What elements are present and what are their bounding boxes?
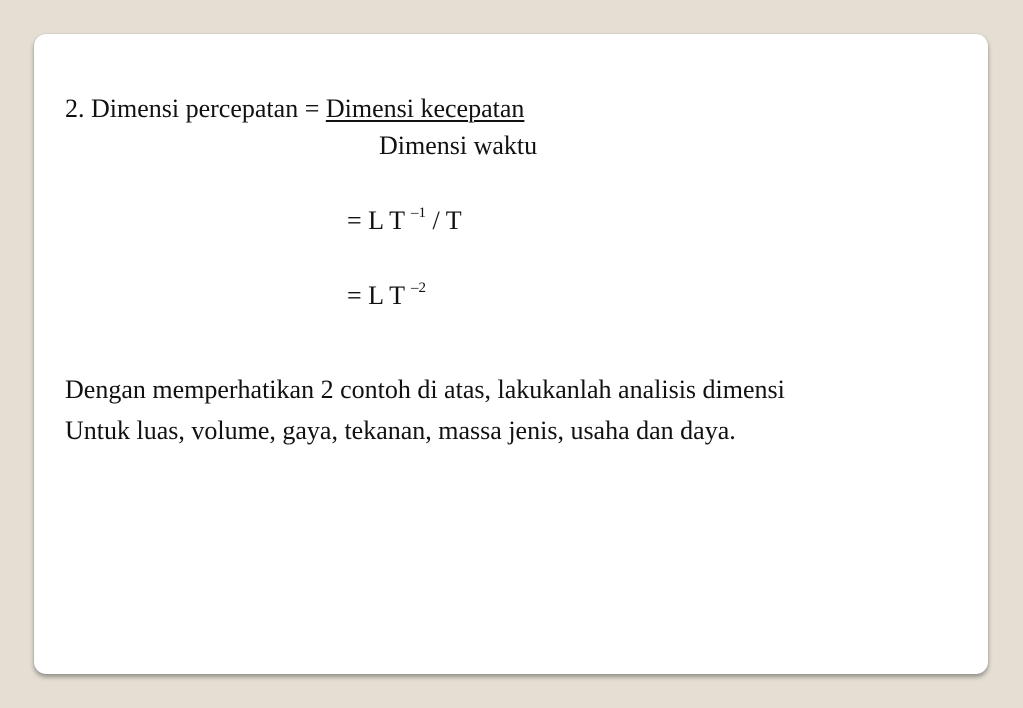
step-2-exponent: –2 bbox=[411, 280, 427, 297]
paragraph-line-2: Untuk luas, volume, gaya, tekanan, massa jenis, usaha dan daya. bbox=[65, 416, 736, 445]
step-1-exponent: –1 bbox=[411, 205, 427, 222]
formula-denominator: Dimensi waktu bbox=[379, 131, 538, 160]
formula-numerator: Dimensi kecepatan bbox=[325, 94, 525, 123]
paragraph-line-1: Dengan memperhatikan 2 contoh di atas, lakukanlah analisis dimensi bbox=[65, 375, 785, 404]
step-1-right: / T bbox=[426, 206, 462, 235]
step-2-left: = L T bbox=[347, 281, 412, 310]
formula-step-1 bbox=[347, 206, 462, 236]
formula-prefix: 2. Dimensi percepatan = bbox=[65, 94, 326, 123]
formula-step-2 bbox=[347, 281, 426, 311]
step-1-left: = L T bbox=[347, 206, 412, 235]
acceleration-formula-line bbox=[65, 94, 524, 124]
slide-panel bbox=[34, 34, 988, 674]
